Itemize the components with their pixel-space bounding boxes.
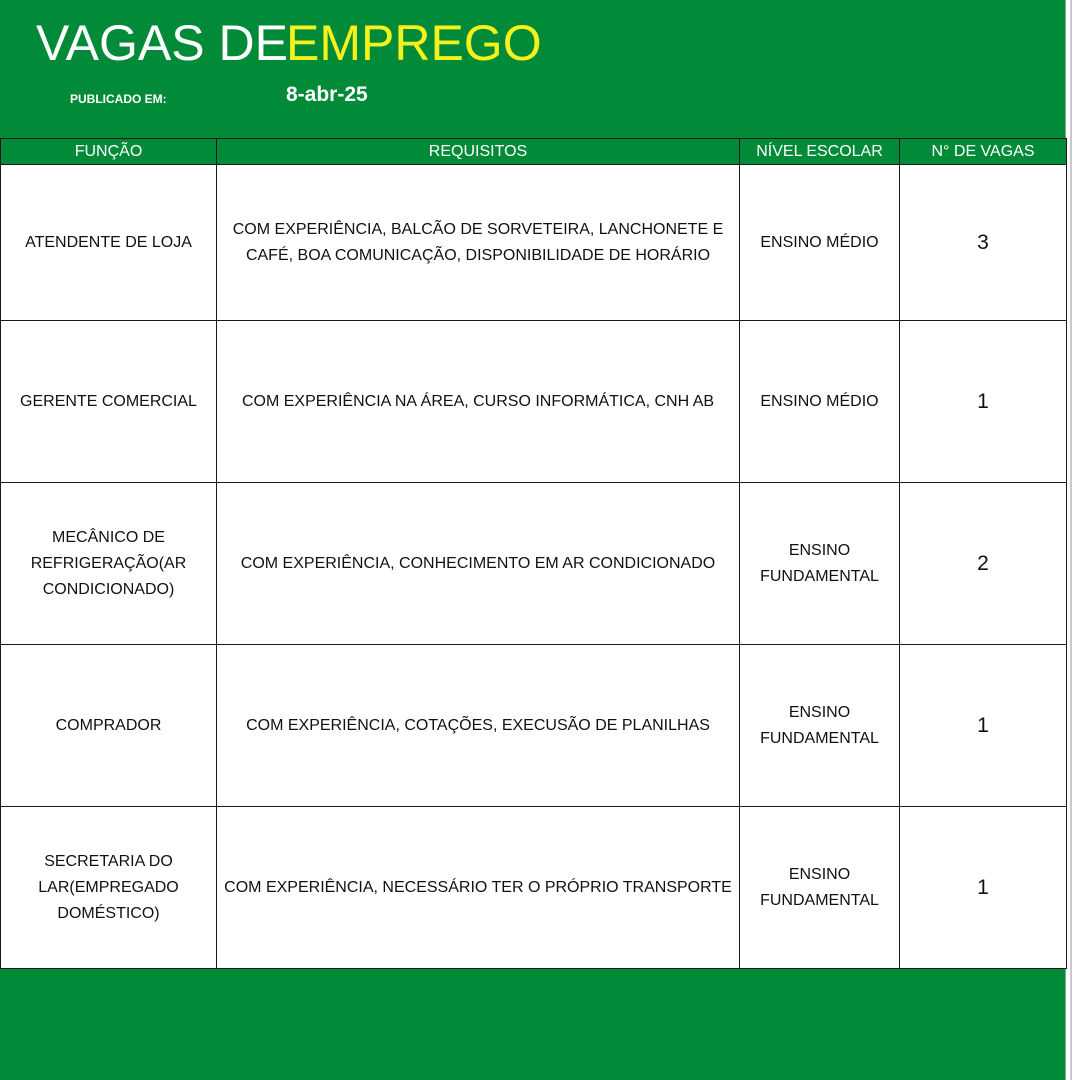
cell-requisitos: COM EXPERIÊNCIA, NECESSÁRIO TER O PRÓPRIO TRANSPORTE <box>217 807 740 969</box>
published-label: PUBLICADO EM: <box>70 92 167 106</box>
page-edge <box>1070 0 1072 1080</box>
jobs-table <box>0 138 1067 969</box>
cell-vagas: 1 <box>900 807 1067 969</box>
table-row <box>1 483 1067 645</box>
footer-banner <box>0 969 1065 1080</box>
cell-funcao: SECRETARIA DO LAR(EMPREGADO DOMÉSTICO) <box>1 807 217 969</box>
table-row <box>1 645 1067 807</box>
cell-funcao: MECÂNICO DE REFRIGERAÇÃO(AR CONDICIONADO) <box>1 483 217 645</box>
title-emprego: EMPREGO <box>286 15 542 71</box>
cell-funcao: COMPRADOR <box>1 645 217 807</box>
cell-funcao: GERENTE COMERCIAL <box>1 321 217 483</box>
cell-funcao: ATENDENTE DE LOJA <box>1 165 217 321</box>
title-vagas-de: VAGAS DE <box>36 15 288 71</box>
header-banner <box>0 0 1065 139</box>
cell-vagas: 2 <box>900 483 1067 645</box>
cell-nivel: ENSINO MÉDIO <box>740 165 900 321</box>
cell-requisitos: COM EXPERIÊNCIA NA ÁREA, CURSO INFORMÁTICA, CNH AB <box>217 321 740 483</box>
cell-requisitos: COM EXPERIÊNCIA, BALCÃO DE SORVETEIRA, LANCHONETE E CAFÉ, BOA COMUNICAÇÃO, DISPONIBILIDADE DE HORÁRIO <box>217 165 740 321</box>
table-row <box>1 165 1067 321</box>
column-header-vagas: N° DE VAGAS <box>900 139 1067 165</box>
table-header-row <box>1 139 1067 165</box>
table-row <box>1 321 1067 483</box>
cell-nivel: ENSINO FUNDAMENTAL <box>740 483 900 645</box>
published-date: 8-abr-25 <box>286 83 368 106</box>
cell-nivel: ENSINO FUNDAMENTAL <box>740 645 900 807</box>
column-header-funcao: FUNÇÃO <box>1 139 217 165</box>
cell-vagas: 3 <box>900 165 1067 321</box>
cell-requisitos: COM EXPERIÊNCIA, COTAÇÕES, EXECUSÃO DE PLANILHAS <box>217 645 740 807</box>
cell-nivel: ENSINO MÉDIO <box>740 321 900 483</box>
table-row <box>1 807 1067 969</box>
column-header-requisitos: REQUISITOS <box>217 139 740 165</box>
cell-vagas: 1 <box>900 645 1067 807</box>
column-header-nivel-escolar: NÍVEL ESCOLAR <box>740 139 900 165</box>
cell-nivel: ENSINO FUNDAMENTAL <box>740 807 900 969</box>
cell-requisitos: COM EXPERIÊNCIA, CONHECIMENTO EM AR CONDICIONADO <box>217 483 740 645</box>
cell-vagas: 1 <box>900 321 1067 483</box>
